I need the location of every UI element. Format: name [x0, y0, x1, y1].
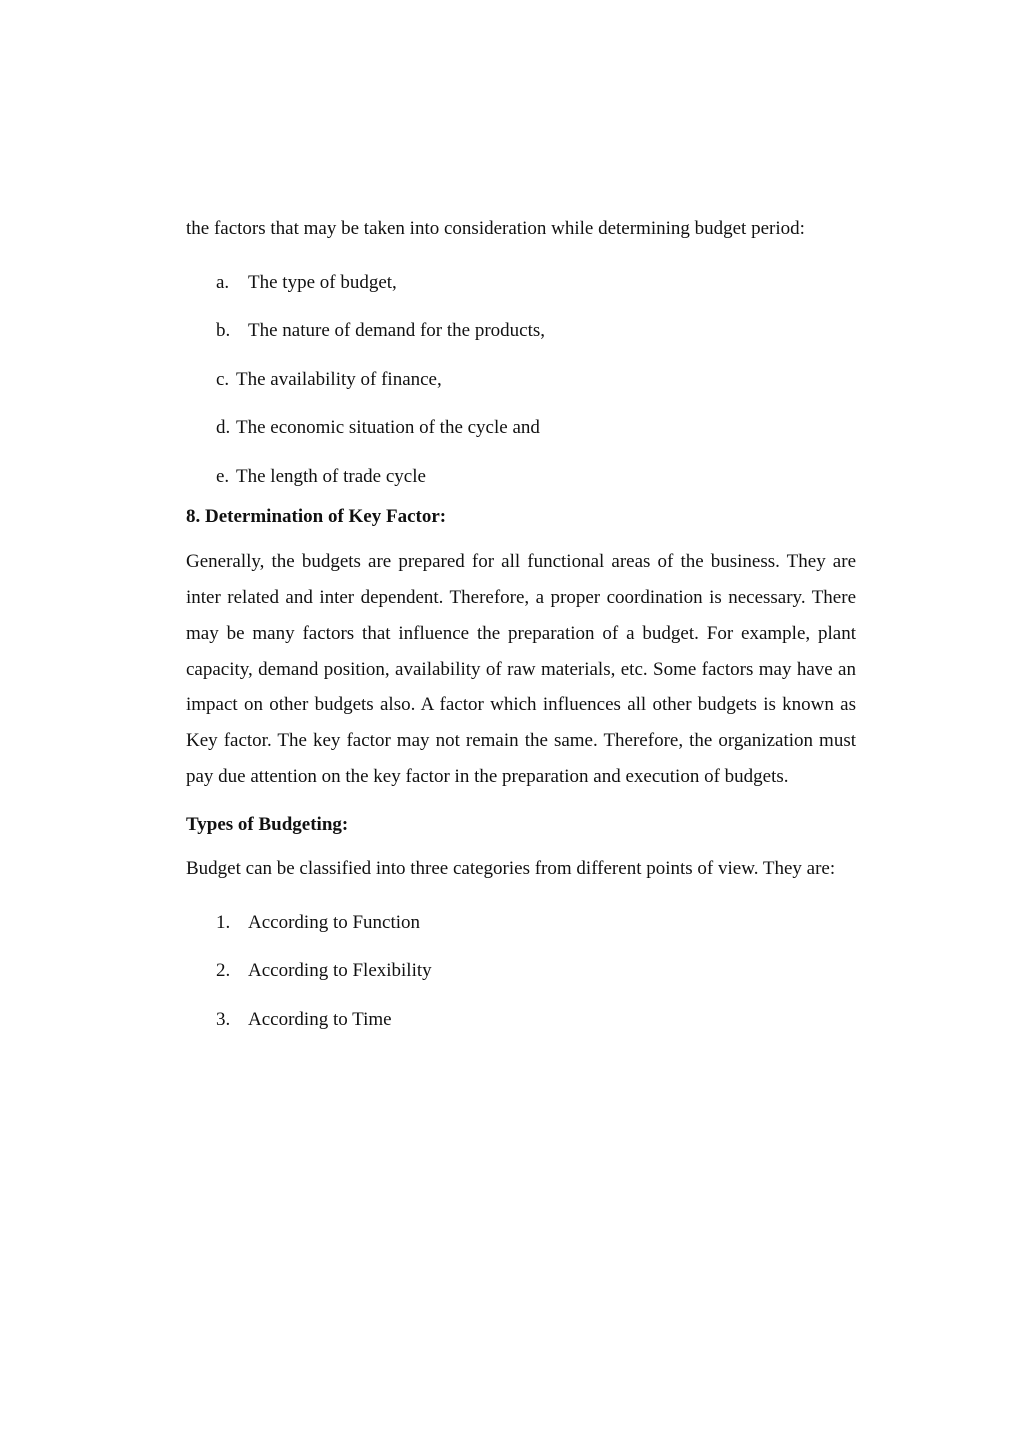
list-item [186, 366, 856, 415]
list-item [186, 269, 856, 318]
list-marker: 2. [216, 960, 231, 982]
list-marker: a. [216, 271, 230, 293]
list-item-text: The availability of finance, [236, 368, 442, 390]
key-factor-paragraph: Generally, the budgets are prepared for all functional areas of the business. They are inter related and inter dependent. Therefore, a proper coordination is necessary. There may be many factors that influence the preparation of a budget. For example, plant capacity, demand position, availability of raw materials, etc. Some factors may have an impact on other budgets also. A factor which influences all other budgets is known as Key factor. The key factor may not remain the same. Therefore, the organization must pay due attention on the key factor in the preparation and execution of budgets. [186, 551, 856, 788]
budget-period-factors-list [186, 269, 856, 512]
list-item [186, 463, 856, 512]
list-item-text: According to Time [248, 1008, 392, 1030]
list-marker: c. [216, 368, 230, 390]
list-item [186, 317, 856, 366]
list-item-text: The nature of demand for the products, [248, 320, 546, 342]
list-marker: 1. [216, 911, 231, 933]
list-item [186, 1006, 856, 1055]
list-item [186, 414, 856, 463]
list-item-text: According to Function [248, 911, 421, 933]
list-item-text: The length of trade cycle [236, 465, 426, 487]
list-marker: 3. [216, 1008, 231, 1030]
list-item [186, 957, 856, 1006]
intro-paragraph: the factors that may be taken into consideration while determining budget period: [186, 218, 805, 239]
types-of-budgeting-heading: Types of Budgeting: [186, 813, 349, 835]
list-marker: b. [216, 320, 231, 342]
key-factor-heading: 8. Determination of Key Factor: [186, 506, 447, 528]
list-item-text: According to Flexibility [248, 960, 432, 982]
list-item-text: The economic situation of the cycle and [236, 417, 540, 439]
types-intro-paragraph: Budget can be classified into three categories from different points of view. They are: [186, 857, 836, 879]
list-item [186, 909, 856, 958]
budget-types-list [186, 909, 856, 1055]
list-item-text: The type of budget, [248, 271, 397, 293]
list-marker: d. [216, 417, 231, 439]
list-marker: e. [216, 465, 230, 487]
document-page [186, 211, 856, 1054]
